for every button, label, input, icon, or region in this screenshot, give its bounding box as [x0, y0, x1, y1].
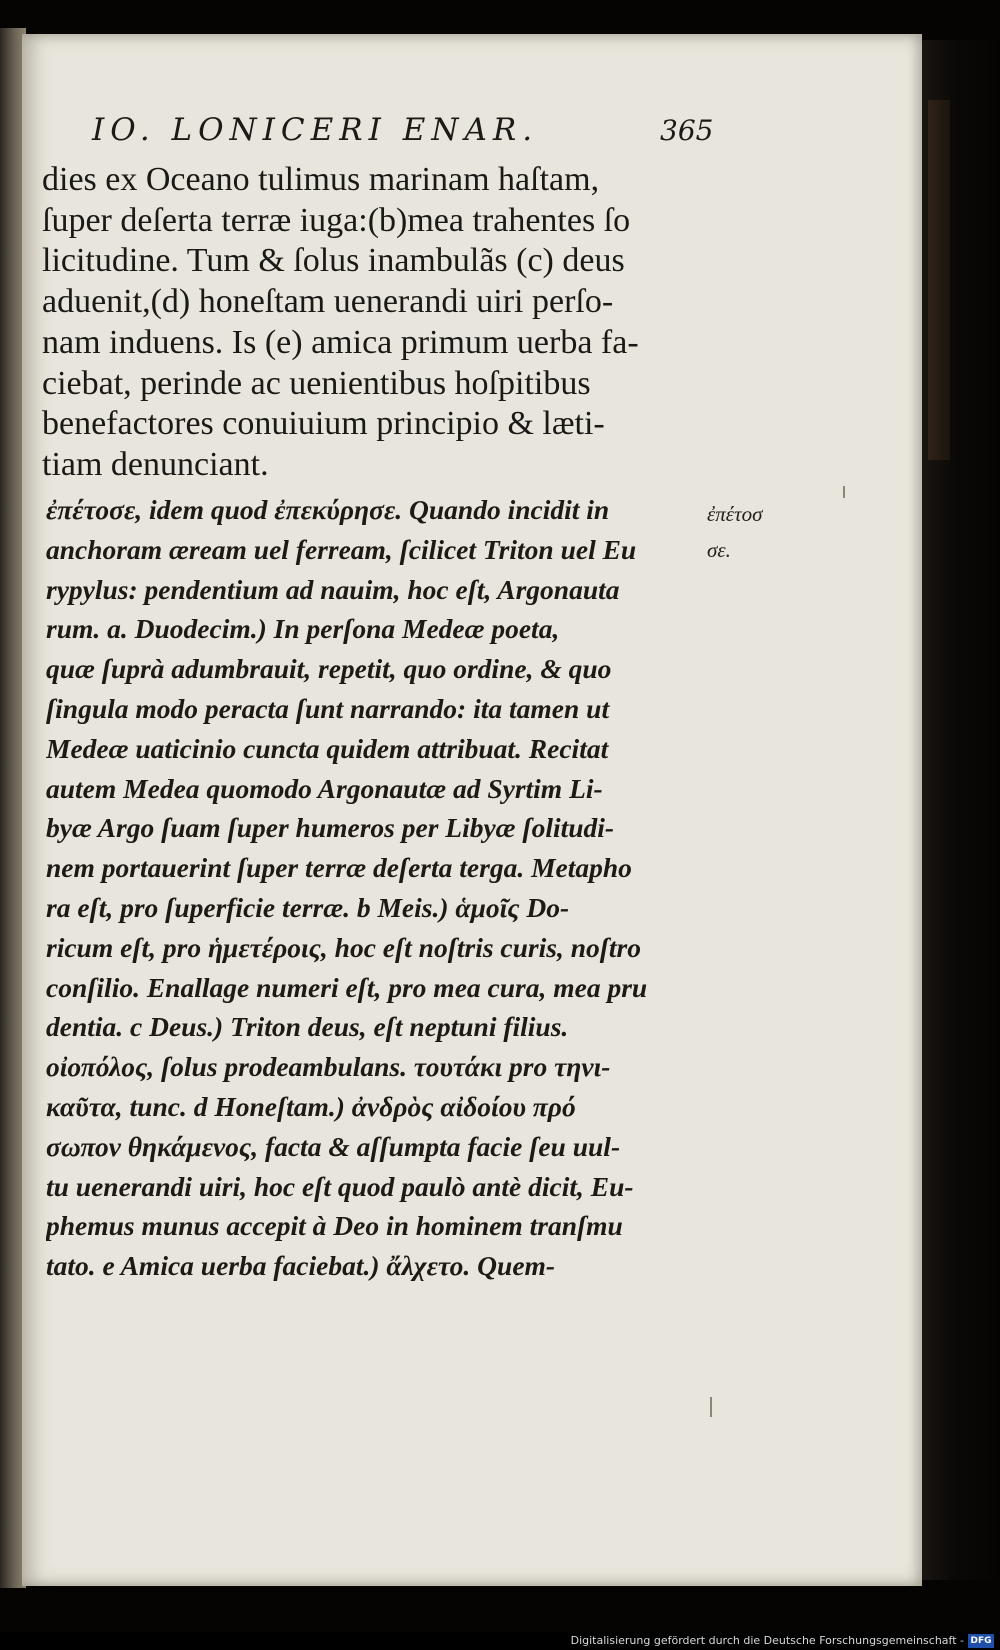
marginal-gloss-line: ἐπέτοσ [707, 502, 763, 526]
commentary-line: nem portauerint ſuper terræ deſerta terga. Metapho [46, 852, 632, 884]
commentary-line: rum. a. Duodecim.) In perſona Medeæ poeta, [46, 613, 560, 645]
commentary-line: οἰοπόλος, ſolus prodeambulans. τουτάκι pro τηνι- [46, 1051, 611, 1083]
commentary-line: ricum eſt, pro ἡμετέροις, hoc eſt noſtris curis, noſtro [46, 931, 642, 963]
marginal-gloss [707, 496, 797, 568]
commentary-line: phemus munus accepit à Deo in hominem tranſmu [46, 1210, 623, 1242]
main-text-line: tiam denunciant. [42, 445, 269, 483]
commentary-line: Medeæ uaticinio cuncta quidem attribuat. Recitat [46, 732, 609, 764]
commentary-block [46, 490, 726, 1286]
main-text-line: licitudine. Tum & ſolus inambulãs (c) deus [42, 242, 625, 280]
stray-mark [710, 1397, 712, 1417]
commentary-line: ἐπέτοσε, idem quod ἐπεκύρησε. Quando incidit in [46, 494, 610, 525]
commentary-line: rypylus: pendentium ad nauim, hoc eſt, Argonauta [46, 573, 620, 605]
main-text-line: ciebat, perinde ac uenientibus hoſpitibus [42, 364, 591, 402]
page-number: 365 [660, 114, 714, 147]
main-text-line: dies ex Oceano tulimus marinam haſtam, [42, 161, 600, 198]
stray-mark [843, 486, 845, 498]
commentary-line: σωπον θηκάμενος, facta & aſſumpta facie ſeu uul- [46, 1130, 621, 1162]
dfg-logo: DFG [968, 1634, 994, 1648]
commentary-line: καῦτα, tunc. d Honeſtam.) ἀνδρὸς αἰδοίου πρό [46, 1090, 576, 1122]
main-text-block [42, 160, 732, 486]
commentary-line: dentia. c Deus.) Triton deus, eſt neptuni filius. [46, 1011, 569, 1043]
main-text-line: aduenit,(d) honeſtam uenerandi uiri perſo- [42, 283, 614, 321]
commentary-line: ra eſt, pro ſuperficie terræ. b Meis.) ἁμοῖς Do- [46, 891, 570, 923]
commentary-line: anchoram æream uel ferream, ſcilicet Triton uel Eu [46, 533, 637, 565]
commentary-line: byæ Argo ſuam ſuper humeros per Libyæ ſolitudi- [46, 812, 615, 844]
running-title: IO. LONICERI ENAR. [92, 112, 539, 148]
commentary-line: quæ ſuprà adumbrauit, repetit, quo ordine, & quo [46, 653, 612, 685]
commentary-line: tu uenerandi uiri, hoc eſt quod paulò antè dicit, Eu- [46, 1170, 634, 1202]
commentary-line: ſingula modo peracta ſunt narrando: ita tamen ut [46, 692, 610, 724]
marginal-gloss-line: σε. [707, 538, 731, 562]
main-text-line: benefactores conuiuium principio & læti- [42, 405, 605, 443]
commentary-line: autem Medea quomodo Argonautæ ad Syrtim Li- [46, 772, 603, 804]
binding-mark [928, 100, 950, 460]
main-text-line: nam induens. Is (e) amica primum uerba fa- [42, 323, 639, 361]
main-text-line: ſuper deſerta terræ iuga:(b)mea trahentes ſo [42, 201, 631, 239]
commentary-line: tato. e Amica uerba faciebat.) ἄλχετο. Quem- [46, 1250, 556, 1282]
digitization-credit: Digitalisierung gefördert durch die Deutsche Forschungsgemeinschaft - [570, 1634, 964, 1647]
commentary-line: conſilio. Enallage numeri eſt, pro mea cura, mea pru [46, 971, 648, 1003]
